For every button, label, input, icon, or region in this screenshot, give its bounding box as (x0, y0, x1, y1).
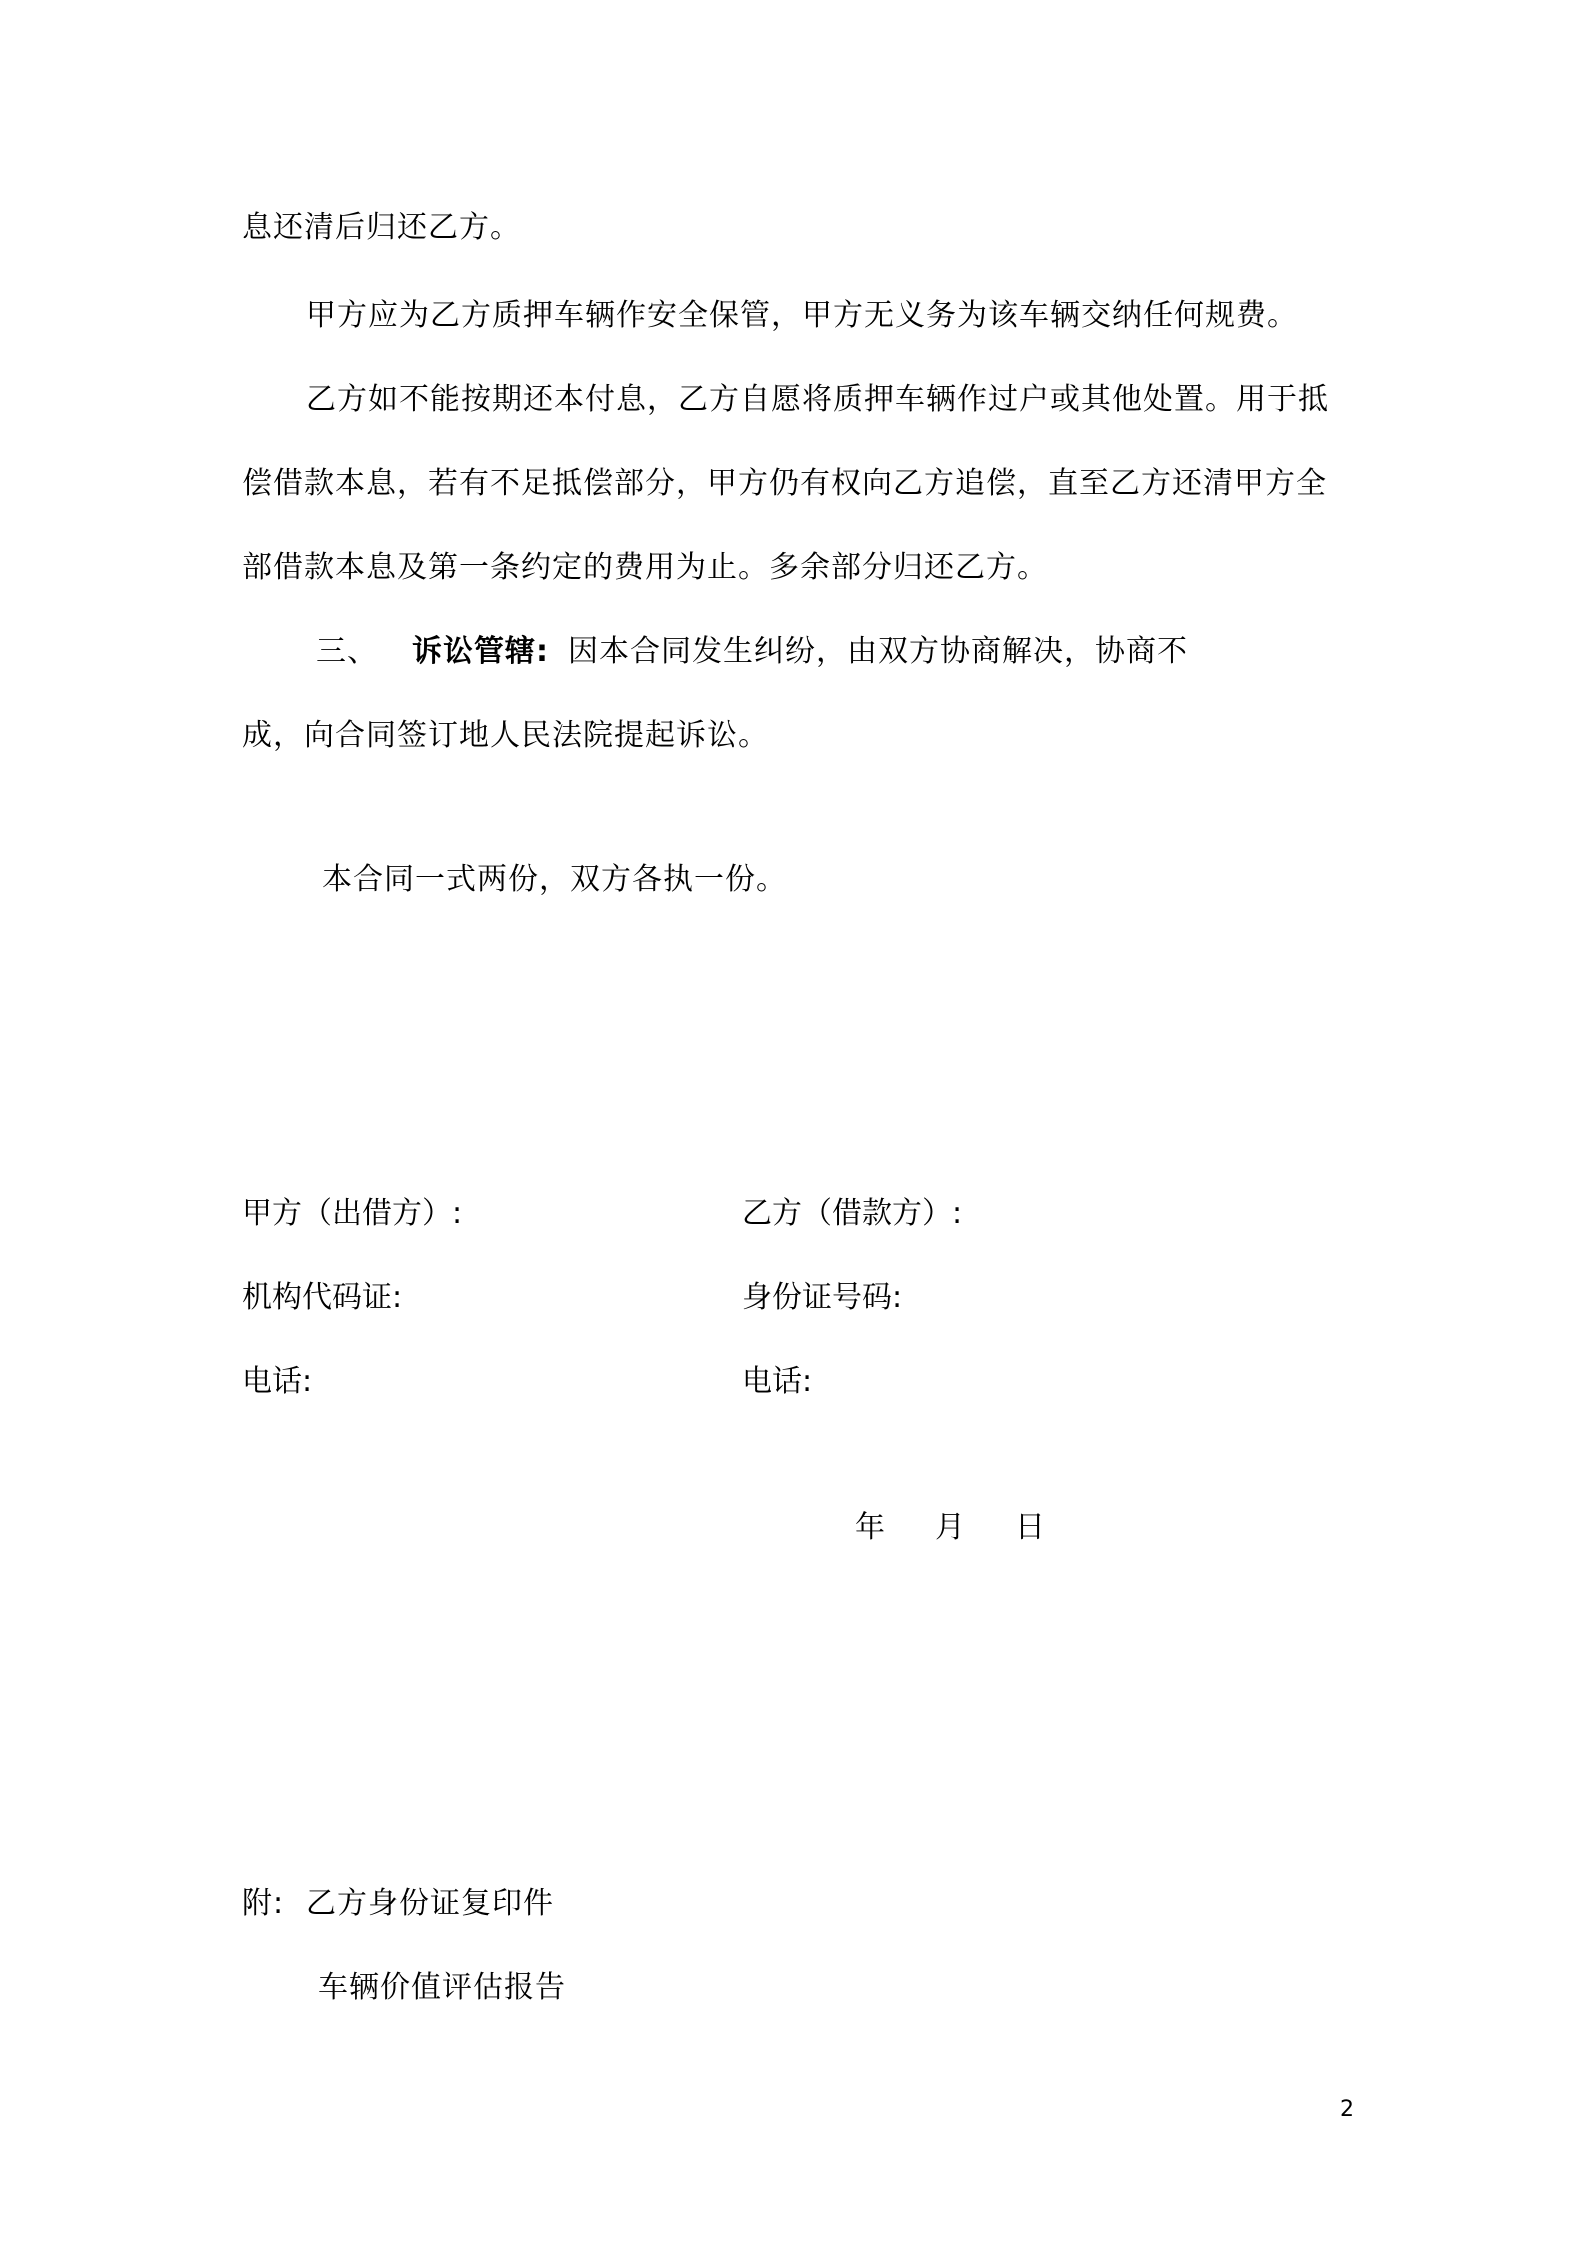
date-day: 日 (1015, 1510, 1045, 1545)
party-a-id-label: 机构代码证: (242, 1280, 403, 1315)
section-3-number: 三、 (316, 634, 378, 669)
attachment-item-2: 车辆价值评估报告 (318, 1970, 566, 2005)
section-3-line-1: 因本合同发生纠纷，由双方协商解决，协商不 (568, 634, 1188, 669)
party-b-id-label: 身份证号码: (742, 1280, 903, 1315)
party-b-phone-label: 电话: (742, 1364, 813, 1399)
date-year: 年 (855, 1510, 885, 1545)
page-number: 2 (1340, 2097, 1354, 2122)
date-month: 月 (935, 1510, 965, 1545)
attachments-title: 附: (242, 1886, 285, 1921)
paragraph-3-line-2: 偿借款本息，若有不足抵偿部分，甲方仍有权向乙方追偿，直至乙方还清甲方全 (242, 466, 1327, 501)
paragraph-3-line-1: 乙方如不能按期还本付息，乙方自愿将质押车辆作过户或其他处置。用于抵 (306, 382, 1329, 417)
section-3-line-2: 成，向合同签订地人民法院提起诉讼。 (242, 718, 769, 753)
paragraph-3-line-3: 部借款本息及第一条约定的费用为止。多余部分归还乙方。 (242, 550, 1048, 585)
party-b-label: 乙方（借款方）: (742, 1196, 963, 1231)
copies-clause: 本合同一式两份，双方各执一份。 (322, 862, 787, 897)
party-a-label: 甲方（出借方）: (242, 1196, 463, 1231)
party-a-phone-label: 电话: (242, 1364, 313, 1399)
paragraph-2-line-1: 甲方应为乙方质押车辆作安全保管，甲方无义务为该车辆交纳任何规费。 (306, 298, 1298, 333)
paragraph-1-line-1: 息还清后归还乙方。 (242, 210, 521, 245)
attachment-item-1: 乙方身份证复印件 (306, 1886, 554, 1921)
section-3-title: 诉讼管辖: (412, 634, 549, 669)
